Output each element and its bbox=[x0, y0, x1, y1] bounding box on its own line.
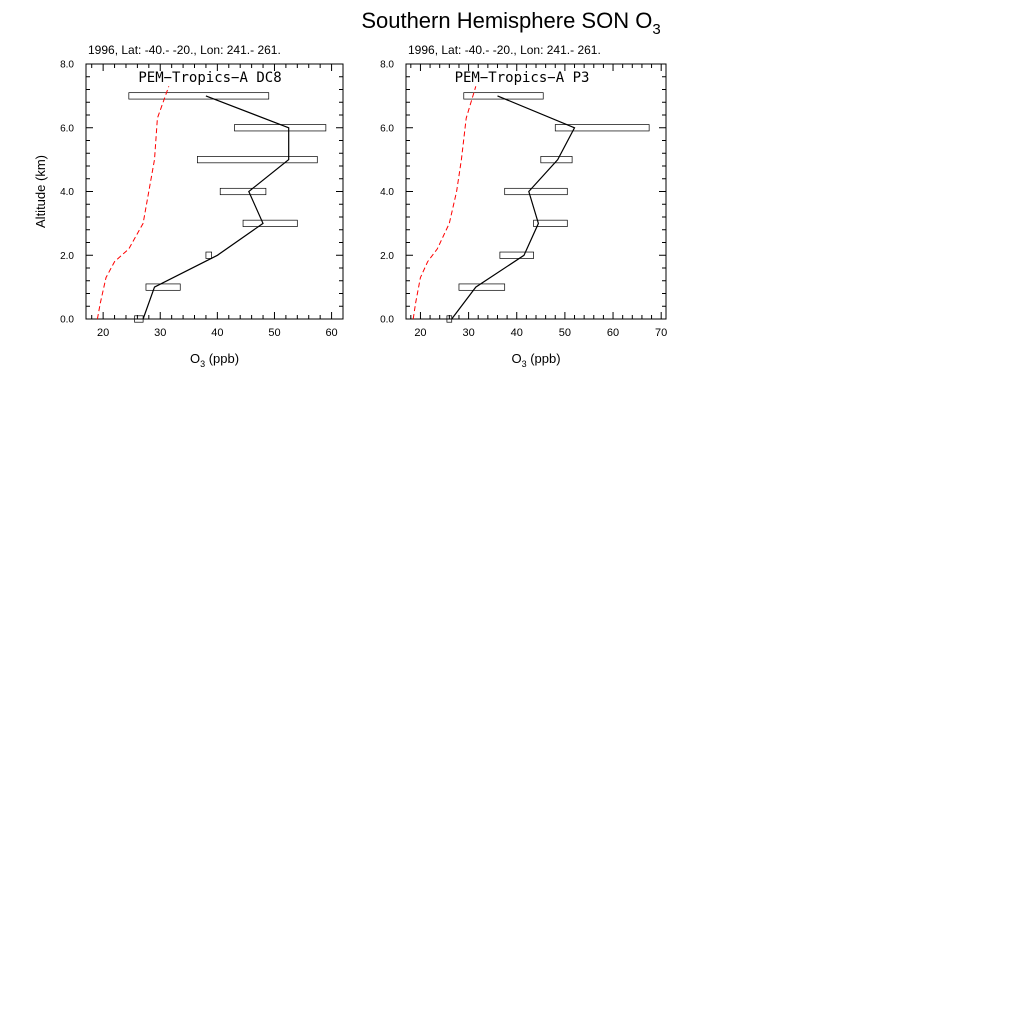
y-tick-label: 6.0 bbox=[60, 123, 74, 135]
x-tick-label: 50 bbox=[268, 327, 281, 339]
x-axis-label-main: O bbox=[189, 351, 201, 366]
y-axis-label: Altitude (km) bbox=[33, 155, 48, 228]
campaign-label: PEM−Tropics−A P3 bbox=[454, 70, 590, 86]
plot-frame bbox=[406, 64, 666, 319]
y-tick-label: 8.0 bbox=[380, 59, 394, 71]
range-box bbox=[234, 125, 325, 131]
y-tick-label: 2.0 bbox=[60, 250, 74, 262]
range-box bbox=[500, 252, 534, 258]
chart-panel-dc8 bbox=[33, 43, 343, 369]
y-tick-label: 0.0 bbox=[380, 314, 394, 326]
y-tick-label: 2.0 bbox=[380, 250, 394, 262]
panel-subtitle: 1996, Lat: -40.- -20., Lon: 241.- 261. bbox=[88, 43, 281, 57]
x-tick-label: 30 bbox=[154, 327, 167, 339]
x-tick-label: 20 bbox=[97, 327, 110, 339]
x-tick-label: 40 bbox=[211, 327, 224, 339]
x-axis-label-main: O bbox=[511, 351, 522, 366]
figure-title-subscript: 3 bbox=[652, 21, 661, 38]
observed-profile-line bbox=[452, 96, 575, 319]
figure-title-main: Southern Hemisphere SON O bbox=[361, 8, 653, 33]
range-box bbox=[146, 284, 180, 290]
x-axis-label-unit: (ppb) bbox=[205, 351, 240, 366]
x-axis-label-subscript: 3 bbox=[521, 359, 527, 369]
x-tick-label: 30 bbox=[462, 327, 475, 339]
range-box bbox=[243, 220, 297, 226]
y-tick-label: 4.0 bbox=[380, 187, 394, 198]
range-box bbox=[541, 156, 572, 162]
x-axis-label bbox=[511, 351, 560, 369]
range-box bbox=[459, 284, 505, 290]
plot-frame bbox=[86, 64, 343, 319]
range-box bbox=[220, 188, 266, 194]
x-tick-label: 20 bbox=[414, 327, 427, 339]
range-box bbox=[197, 156, 317, 162]
x-tick-label: 50 bbox=[558, 327, 572, 339]
campaign-label: PEM−Tropics−A DC8 bbox=[138, 70, 282, 86]
x-tick-label: 40 bbox=[510, 327, 523, 339]
observed-profile-line bbox=[143, 96, 289, 319]
y-tick-label: 6.0 bbox=[380, 123, 394, 135]
range-box bbox=[129, 93, 269, 99]
y-tick-label: 8.0 bbox=[60, 59, 74, 71]
x-axis-label bbox=[190, 351, 239, 369]
x-tick-label: 60 bbox=[606, 327, 620, 339]
y-tick-label: 0.0 bbox=[60, 314, 74, 326]
panel-subtitle: 1996, Lat: -40.- -20., Lon: 241.- 261. bbox=[408, 43, 601, 57]
range-box bbox=[505, 188, 568, 194]
range-box bbox=[206, 252, 212, 258]
y-tick-label: 4.0 bbox=[60, 187, 74, 198]
x-tick-label: 70 bbox=[655, 327, 668, 339]
x-axis-label-unit: (ppb) bbox=[526, 351, 561, 366]
figure-title bbox=[361, 8, 660, 38]
x-axis-label-subscript: 3 bbox=[200, 359, 206, 369]
chart-panel-p3 bbox=[380, 43, 667, 369]
x-tick-label: 60 bbox=[325, 327, 338, 339]
